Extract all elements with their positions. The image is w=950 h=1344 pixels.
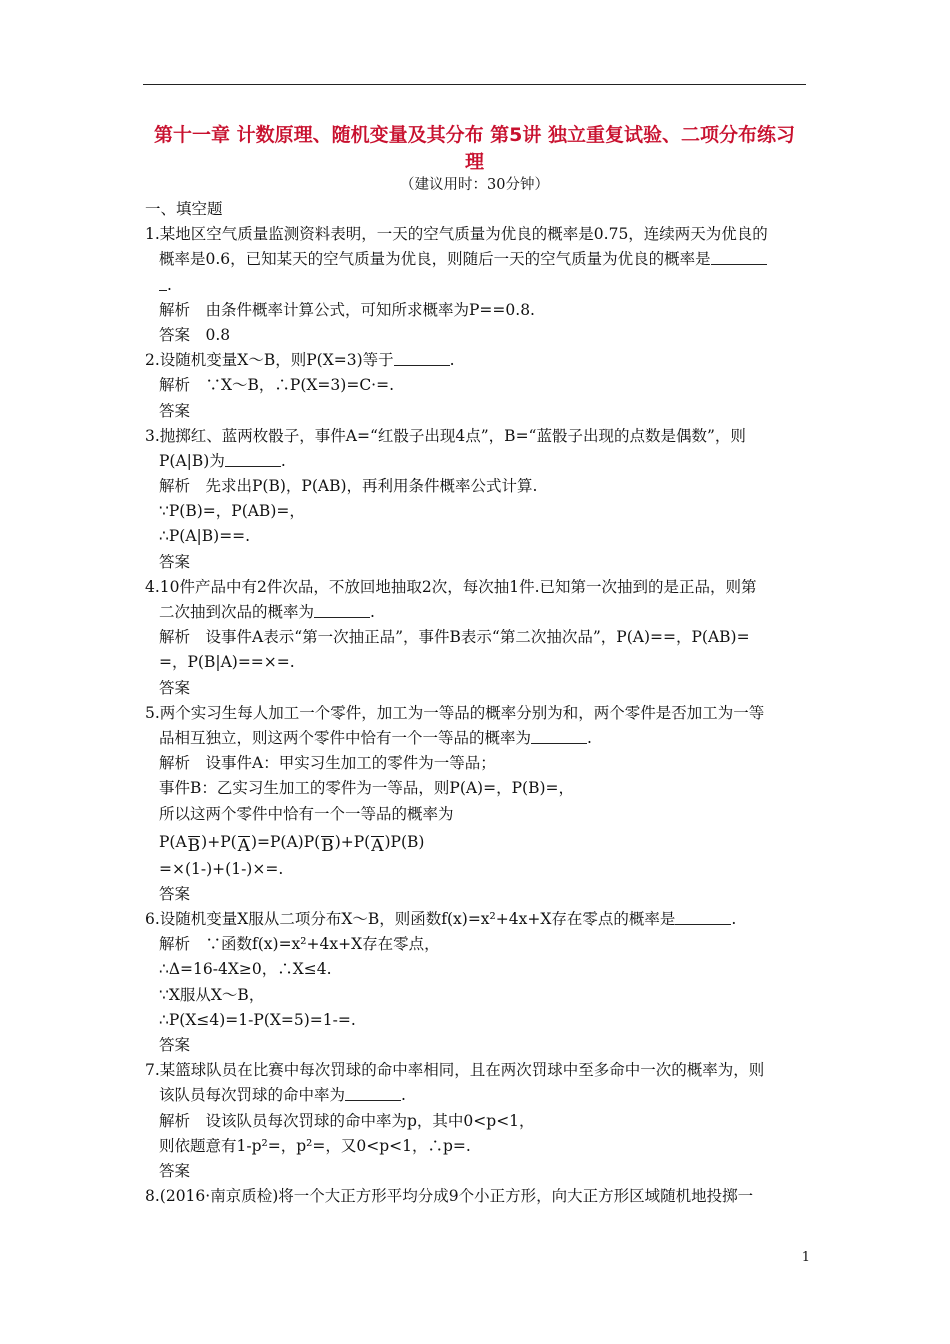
question-3-line-1: 3.抛掷红、蓝两枚骰子，事件A=“红骰子出现4点”，B=“蓝骰子出现的点数是偶数”，则 [145,426,746,445]
question-5-end: . [587,728,592,747]
question-2-answer: 答案 [159,401,191,420]
question-6-step-2: ∵X服从X～B， [159,985,265,1004]
question-6-step-1: ∴Δ=16-4X≥0，∴X≤4. [159,960,332,979]
answer-blank [314,602,370,618]
header-rule [143,84,806,85]
question-4-text: 二次抽到次品的概率为 [159,603,315,621]
question-7-answer: 答案 [159,1161,191,1180]
question-5-step-1: 事件B：乙实习生加工的零件为一等品，则P(A)=，P(B)=， [159,779,574,798]
question-5-step-2: 所以这两个零件中恰有一个一等品的概率为 [159,804,454,823]
question-2-text: 2.设随机变量X～B，则P(X=3)等于 [145,351,394,370]
question-3-answer: 答案 [159,552,191,571]
formula-complement: B [187,835,201,856]
question-5-line-2 [145,726,808,751]
question-4-line-1: 4.10件产品中有2件次品，不放回地抽取2次，每次抽1件.已知第一次抽到的是正品，则第 [145,577,757,596]
answer-blank [345,1085,401,1101]
answer-blank-end [159,275,167,291]
question-6-step-3: ∴P(X≤4)=1-P(X=5)=1-=. [159,1010,356,1029]
question-6-text: 6.设随机变量X服从二项分布X～B，则函数f(x)=x²+4x+X存在零点的概率是 [145,910,676,929]
formula-part: )=P(A)P( [250,832,321,851]
question-1-answer: 答案 0.8 [159,325,231,344]
question-4-line-2 [145,600,808,625]
exercise-body [145,197,808,1209]
question-3-text: P(A|B)为 [159,451,225,470]
answer-blank [225,451,281,467]
question-6-analysis: 解析 ∵函数f(x)=x²+4x+X存在零点， [159,935,440,954]
question-5-line-1: 5.两个实习生每人加工一个零件，加工为一等品的概率分别为和，两个零件是否加工为一等 [145,703,765,722]
question-8-line-1: 8.(2016·南京质检)将一个大正方形平均分成9个小正方形，向大正方形区域随机地投掷一 [145,1187,754,1206]
question-5-answer: 答案 [159,884,191,903]
question-3-step-1: ∵P(B)=，P(AB)=， [159,502,305,521]
question-1-end: . [167,275,172,294]
question-1-analysis: 解析 由条件概率计算公式，可知所求概率为P==0.8. [159,300,535,319]
question-7-step-1: 则依题意有1-p²=，p²=，又0<p<1，∴p=. [159,1136,471,1155]
formula-part: P(A [159,832,187,851]
question-7-line-2 [145,1083,808,1108]
answer-blank [675,909,731,925]
question-6-line-1 [145,907,808,932]
question-5-analysis: 解析 设事件A：甲实习生加工的零件为一等品； [159,754,496,773]
question-7-text: 该队员每次罚球的命中率为 [159,1086,346,1105]
question-1-line-1: 1.某地区空气质量监测资料表明，一天的空气质量为优良的概率是0.75，连续两天为优良的 [145,225,768,244]
answer-blank [531,728,587,744]
question-7-line-1: 7.某篮球队员在比赛中每次罚球的命中率相同，且在两次罚球中至多命中一次的概率为，则 [145,1061,765,1080]
question-5-text: 品相互独立，则这两个零件中恰有一个一等品的概率为 [159,728,532,747]
formula-part: )P(B) [384,832,425,851]
question-2-analysis: 解析 ∵X～B，∴P(X=3)=C·=. [159,376,395,395]
question-4-answer: 答案 [159,678,191,697]
formula-complement: A [371,835,384,856]
section-heading: 一、填空题 [145,200,223,218]
question-1-line-3 [145,273,808,298]
page-number: 1 [801,1250,810,1265]
question-7-end: . [401,1086,406,1105]
question-1-line-2 [145,247,808,272]
question-6-answer: 答案 [159,1036,191,1054]
question-3-step-2: ∴P(A|B)==. [159,527,251,546]
formula-part: )+P( [201,832,237,851]
question-4-analysis: 解析 设事件A表示“第一次抽正品”，事件B表示“第二次抽次品”，P(A)==，P(AB)= [159,628,750,647]
question-2-line-1 [145,348,808,373]
question-3-analysis: 解析 先求出P(B)，P(AB)，再利用条件概率公式计算. [159,477,538,496]
question-3-line-2 [145,449,808,474]
question-7-analysis: 解析 设该队员每次罚球的命中率为p，其中0<p<1， [159,1111,535,1130]
formula-part: )+P( [334,832,371,851]
question-5-formula [145,827,808,857]
question-6-end: . [731,910,737,929]
question-3-end: . [280,451,286,470]
formula-complement: B [321,835,334,856]
question-2-end: . [449,351,455,370]
answer-blank [394,350,450,366]
question-4-step-1: =，P(B|A)==×=. [159,653,295,672]
page-title: 第十一章 计数原理、随机变量及其分布 第5讲 独立重复试验、二项分布练习 理 [153,124,796,173]
question-4-end: . [370,603,375,621]
answer-blank [711,249,767,265]
question-5-step-3: =×(1-)+(1-)×=. [159,859,284,878]
suggested-time: （建议用时：30分钟） [400,177,549,193]
formula-complement: A [237,835,250,856]
question-1-text: 概率是0.6，已知某天的空气质量为优良，则随后一天的空气质量为优良的概率是 [159,250,711,269]
